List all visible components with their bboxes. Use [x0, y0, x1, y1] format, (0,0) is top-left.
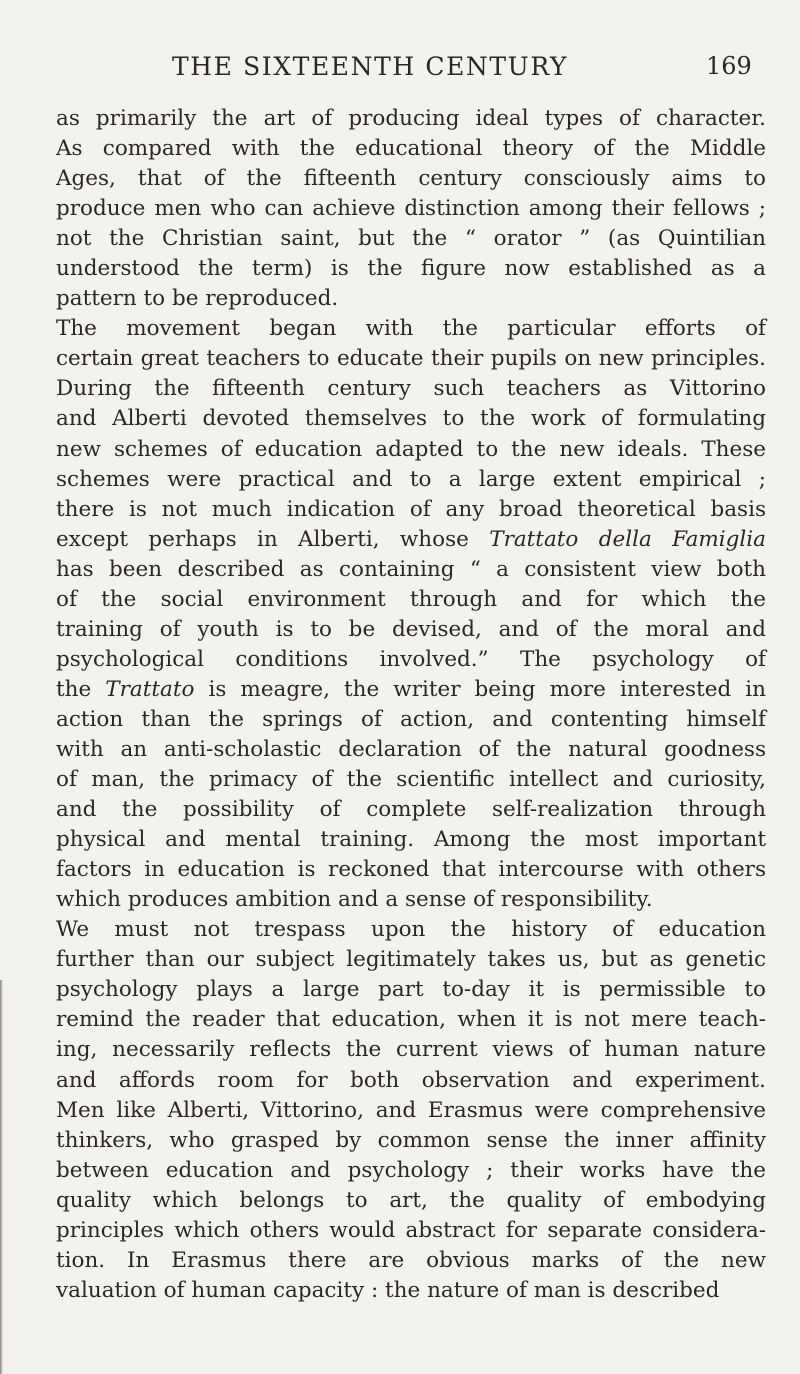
text-line: quality which belongs to art, the quality of embodying — [56, 1187, 766, 1213]
paragraph-start-line: We must not trespass upon the history of education — [56, 917, 766, 943]
text-line: new schemes of education adapted to the new ideals. These — [56, 436, 766, 462]
text-line: further than our subject legitimately takes us, but as genetic — [56, 947, 766, 973]
text-line: action than the springs of action, and contenting himself — [56, 706, 766, 732]
text-line-with-title — [56, 525, 766, 555]
text-line: Ages, that of the fifteenth century consciously aims to — [56, 166, 766, 192]
text-line: tion. In Erasmus there are obvious marks of the new — [56, 1247, 766, 1273]
book-title-italic: Trattato della Famiglia — [489, 526, 766, 552]
text-line: Men like Alberti, Vittorino, and Erasmus were comprehensive — [56, 1097, 766, 1123]
text-line: not the Christian saint, but the “ orator ” (as Quintilian — [56, 226, 766, 252]
book-title-italic: Trattato — [105, 676, 195, 702]
text-line: as primarily the art of producing ideal types of character. — [56, 106, 766, 131]
text-line: and Alberti devoted themselves to the work of formulating — [56, 406, 766, 432]
text-line: As compared with the educational theory of the Middle — [56, 136, 766, 162]
text-line: valuation of human capacity : the nature of man is described — [56, 1277, 720, 1303]
text-line: physical and mental training. Among the most important — [56, 827, 766, 853]
paragraph-start-line: The movement began with the particular efforts of — [56, 316, 766, 342]
text-line: which produces ambition and a sense of responsibility. — [56, 887, 653, 913]
text-line: principles which others would abstract for separate considera- — [56, 1217, 766, 1243]
text-fragment: the — [56, 676, 92, 702]
text-line: During the fifteenth century such teachers as Vittorino — [56, 376, 766, 402]
text-line: psychological conditions involved.” The psychology of — [56, 646, 766, 672]
page-edge-shadow — [0, 980, 3, 1374]
text-line: of man, the primacy of the scientific intellect and curiosity, — [56, 767, 766, 793]
running-title: THE SIXTEENTH CENTURY — [172, 52, 569, 81]
text-line: psychology plays a large part to-day it is permissible to — [56, 977, 766, 1003]
text-line: there is not much indication of any broad theoretical basis — [56, 496, 766, 522]
text-line: of the social environment through and for which the — [56, 586, 766, 612]
text-line: produce men who can achieve distinction among their fellows ; — [56, 196, 766, 222]
text-line: thinkers, who grasped by common sense the inner affinity — [56, 1127, 766, 1153]
text-fragment: except perhaps in Alberti, whose — [56, 526, 469, 552]
text-line: certain great teachers to educate their pupils on new principles. — [56, 346, 766, 372]
text-line: remind the reader that education, when it is not mere teach- — [56, 1007, 766, 1033]
text-line: has been described as containing “ a consistent view both — [56, 556, 766, 582]
text-line: ing, necessarily reflects the current views of human nature — [56, 1037, 766, 1063]
text-line: pattern to be reproduced. — [56, 286, 339, 312]
text-line: with an anti-scholastic declaration of the natural goodness — [56, 736, 766, 762]
text-fragment: is meagre, the writer being more interested in — [194, 676, 766, 702]
running-head — [0, 52, 800, 92]
text-line: understood the term) is the figure now established as a — [56, 256, 766, 282]
text-line: factors in education is reckoned that intercourse with others — [56, 857, 766, 883]
text-line: between education and psychology ; their works have the — [56, 1157, 766, 1183]
text-line: and affords room for both observation and experiment. — [56, 1067, 766, 1093]
page-number: 169 — [706, 52, 752, 80]
text-line: schemes were practical and to a large extent empirical ; — [56, 466, 766, 492]
text-line: training of youth is to be devised, and of the moral and — [56, 616, 766, 642]
text-line: and the possibility of complete self-realization through — [56, 797, 766, 823]
body-text — [56, 104, 766, 1306]
text-line-with-title — [56, 675, 766, 705]
